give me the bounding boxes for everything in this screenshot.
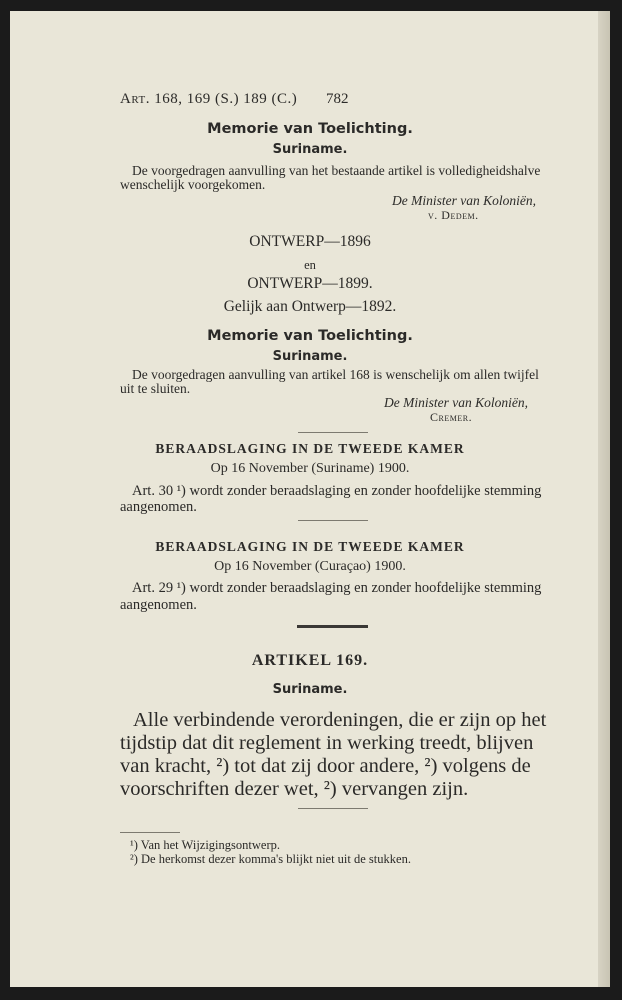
ontwerp-heading: ONTWERP—1899. [247, 275, 373, 292]
beraadslaging-text-line: aangenomen. [120, 499, 197, 515]
memorie-text-line: uit te sluiten. [120, 381, 191, 396]
memorie-text-line: De voorgedragen aanvulling van artikel 168 is wenschelijk om allen twijfel [132, 367, 539, 382]
document-page [10, 11, 610, 987]
article-reference: Art. 168, 169 (S.) 189 (C.) [120, 91, 298, 107]
beraadslaging-title: BERAADSLAGING IN DE TWEEDE KAMER [155, 441, 465, 456]
memorie-subtitle: Suriname. [272, 142, 348, 157]
artikel-title: ARTIKEL 169. [251, 652, 369, 669]
footnote-1: ¹) Van het Wijzigingsontwerp. [130, 838, 280, 852]
beraadslaging-date: Op 16 November (Curaçao) 1900. [214, 559, 406, 574]
artikel-subtitle: Suriname. [272, 682, 348, 697]
memorie-text-line: wenschelijk voorgekomen. [120, 177, 266, 192]
ontwerp-conjunction: en [304, 258, 316, 272]
signature-title: De Minister van Koloniën, [392, 193, 536, 208]
beraadslaging-title: BERAADSLAGING IN DE TWEEDE KAMER [155, 539, 465, 554]
beraadslaging-text-line: aangenomen. [120, 597, 197, 613]
beraadslaging-date: Op 16 November (Suriname) 1900. [210, 461, 410, 476]
page-number: 782 [326, 91, 349, 107]
artikel-text-line: voorschriften dezer wet, ²) vervangen zijn. [120, 778, 469, 800]
footnote-rule [120, 832, 180, 833]
memorie-title: Memorie van Toelichting. [207, 121, 413, 137]
signature-name: Cremer. [430, 410, 473, 424]
ontwerp-note: Gelijk aan Ontwerp—1892. [223, 298, 397, 315]
thick-divider [297, 625, 368, 628]
page-edge [598, 11, 610, 987]
beraadslaging-text-line: Art. 29 ¹) wordt zonder beraadslaging en zonder hoofdelijke stemming [132, 580, 542, 596]
section-divider [298, 520, 368, 521]
memorie-subtitle: Suriname. [272, 349, 348, 364]
section-divider [298, 432, 368, 433]
section-divider [298, 808, 368, 809]
artikel-text-line: tijdstip dat dit reglement in werking treedt, blijven [120, 732, 534, 754]
footnote-2: ²) De herkomst dezer komma's blijkt niet uit de stukken. [130, 852, 411, 866]
signature-title: De Minister van Koloniën, [384, 395, 528, 410]
memorie-text-line: De voorgedragen aanvulling van het bestaande artikel is volledigheidshalve [132, 163, 541, 178]
ontwerp-heading: ONTWERP—1896 [249, 233, 371, 250]
signature-name: v. Dedem. [428, 208, 479, 222]
artikel-text-line: Alle verbindende verordeningen, die er zijn op het [133, 709, 547, 731]
artikel-text-line: van kracht, ²) tot dat zij door andere, ²) volgens de [120, 755, 531, 777]
beraadslaging-text-line: Art. 30 ¹) wordt zonder beraadslaging en zonder hoofdelijke stemming [132, 483, 542, 499]
memorie-title: Memorie van Toelichting. [207, 328, 413, 344]
